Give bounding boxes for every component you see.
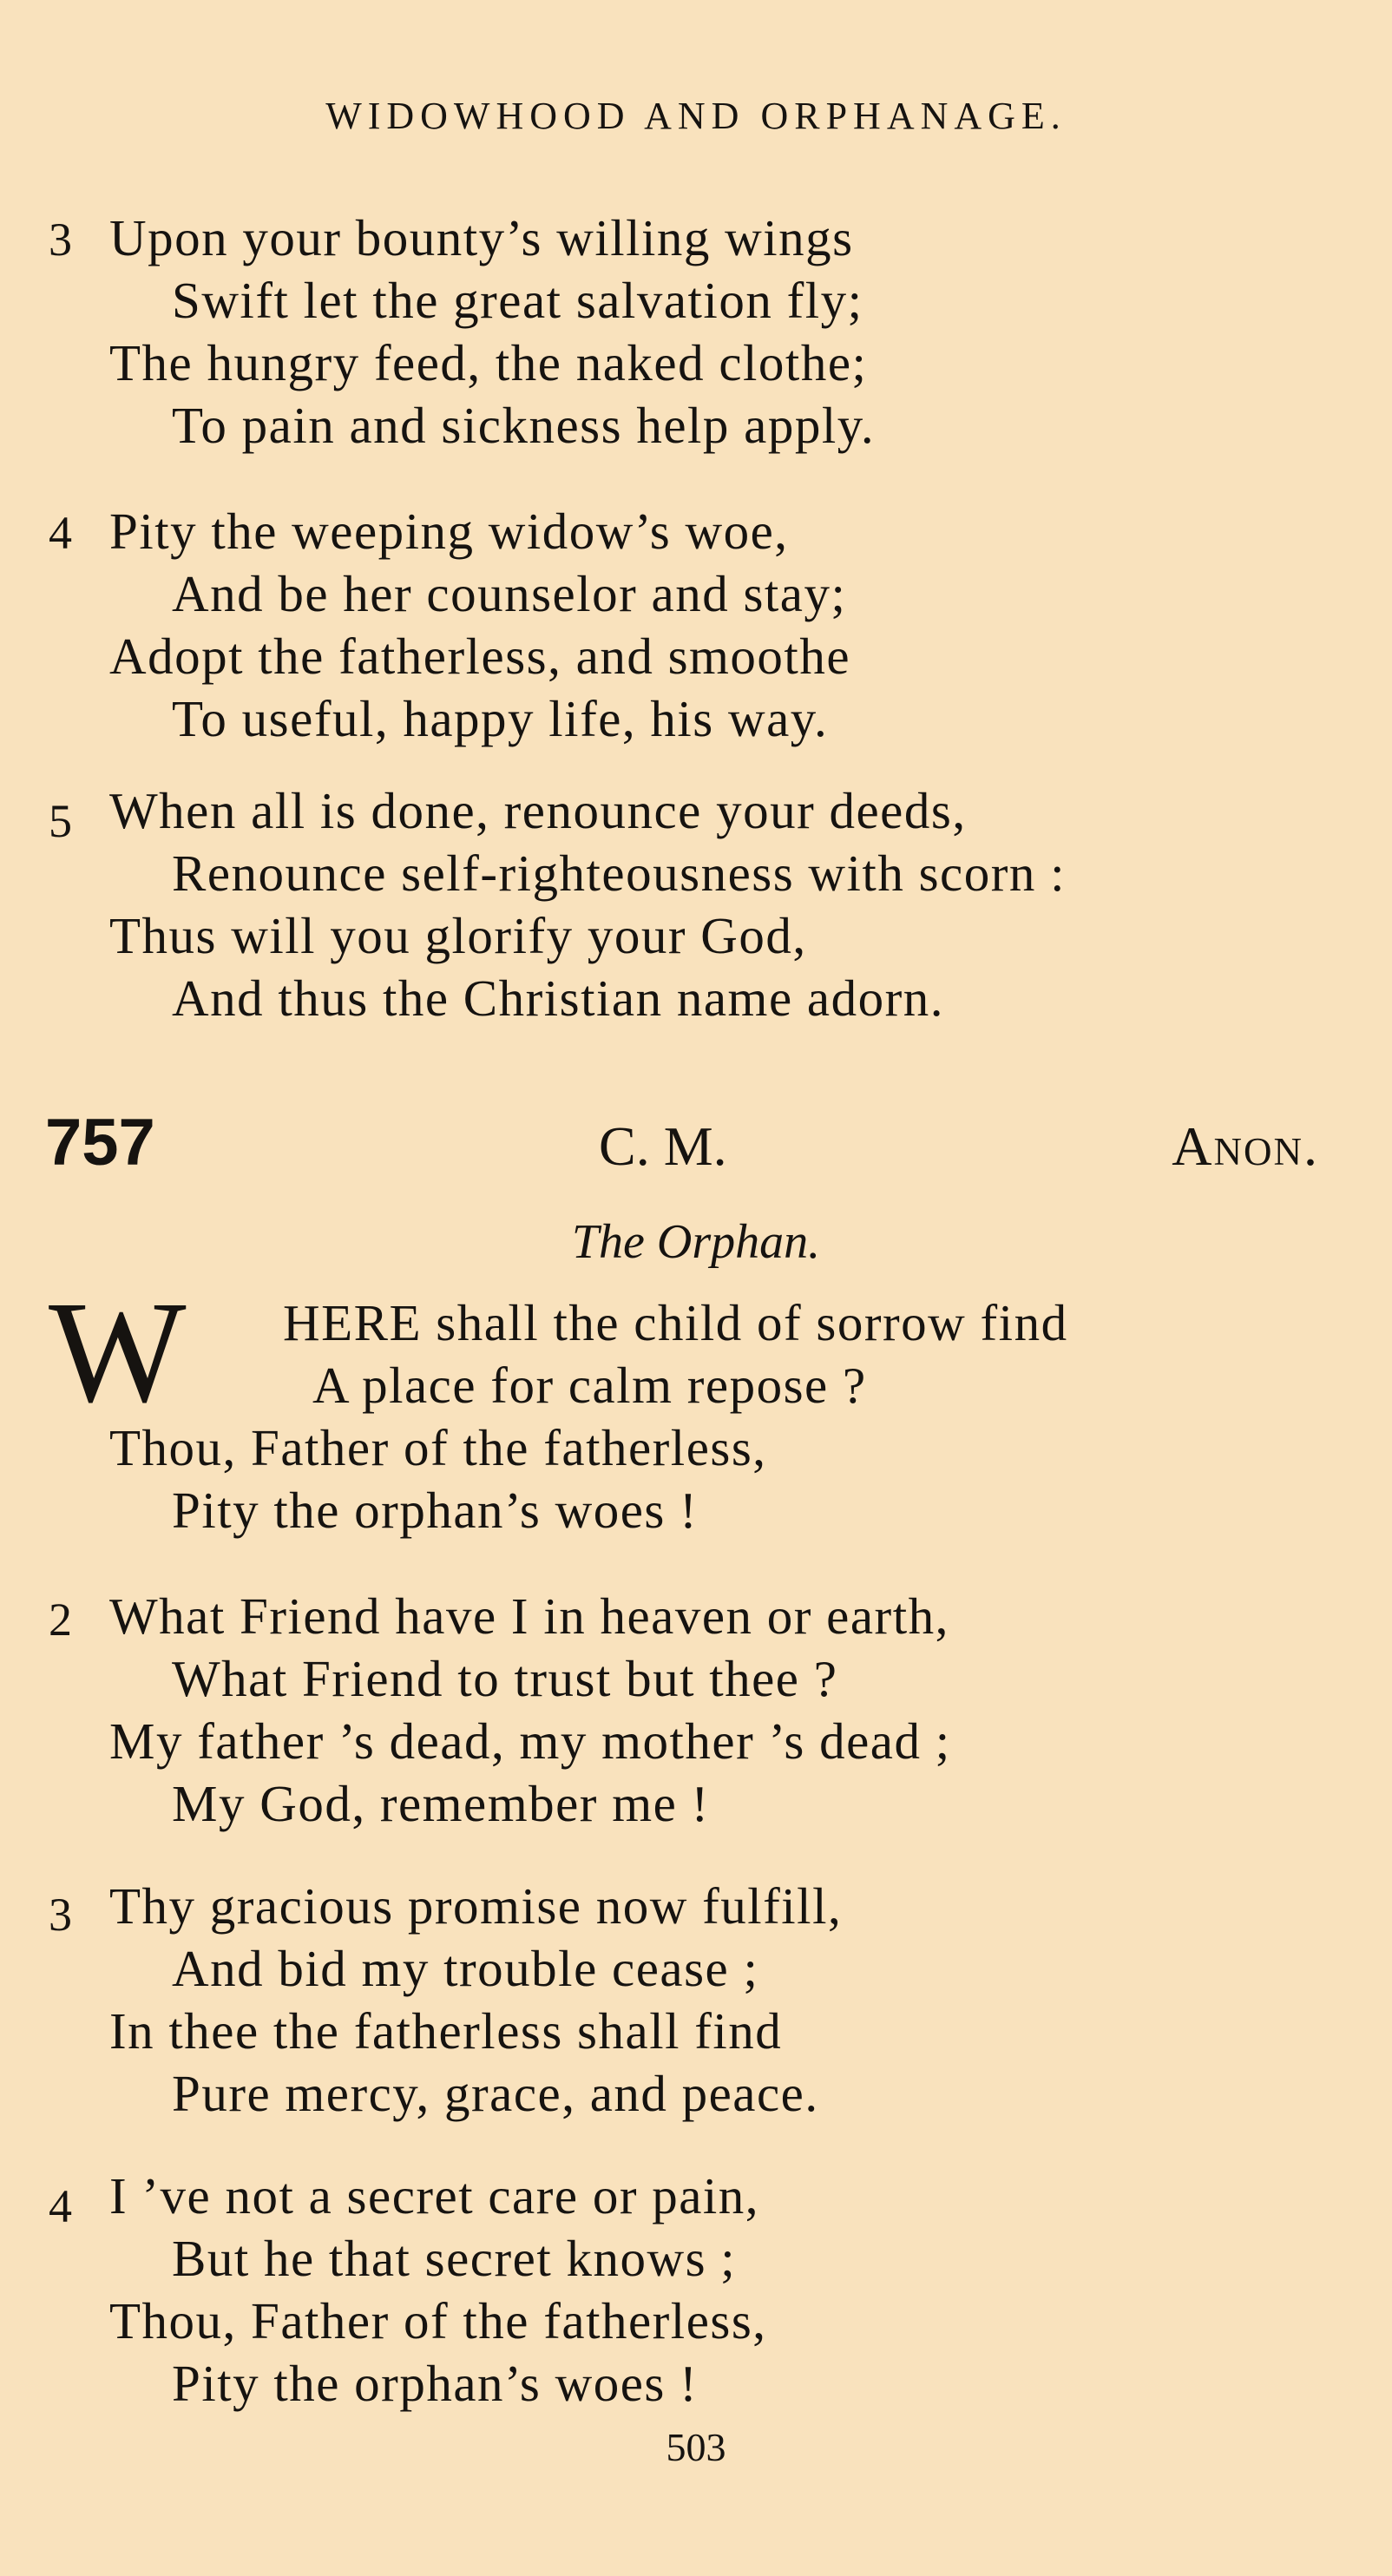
verse-number: 2: [49, 1594, 72, 1646]
running-head: WIDOWHOOD AND ORPHANAGE.: [325, 95, 1067, 137]
verse-line: Thus will you glorify your God,: [109, 907, 807, 964]
drop-cap: W: [49, 1272, 181, 1433]
verse-line: Thou, Father of the fatherless,: [109, 2292, 767, 2349]
verse-line: Renounce self-righteousness with scorn :: [172, 844, 1067, 902]
verse-line: I ’ve not a secret care or pain,: [109, 2167, 760, 2224]
page-number: 503: [666, 2425, 726, 2469]
verse-number: 3: [49, 1889, 72, 1941]
verse-line: Pity the orphan’s woes !: [172, 2355, 699, 2412]
verse-line: Adopt the fatherless, and smoothe: [109, 628, 851, 685]
verse-line: To useful, happy life, his way.: [172, 690, 829, 747]
verse-number: 4: [49, 2180, 72, 2232]
hymn-author: Anon.: [1172, 1115, 1319, 1177]
verse-number: 3: [49, 214, 72, 266]
verse-line: Pity the orphan’s woes !: [172, 1482, 699, 1539]
verse-line: When all is done, renounce your deeds,: [109, 782, 967, 839]
hymn-number: 757: [45, 1106, 155, 1180]
verse-line: What Friend have I in heaven or earth,: [109, 1587, 949, 1645]
verse-line: And thus the Christian name adorn.: [172, 969, 944, 1027]
verse-line: Pity the weeping widow’s woe,: [109, 503, 789, 560]
verse-number: 5: [49, 795, 72, 847]
verse-line: HERE shall the child of sorrow find: [283, 1294, 1068, 1351]
verse-line: My God, remember me !: [172, 1775, 710, 1832]
verse-number: 4: [49, 507, 72, 559]
verse-line: A place for calm repose ?: [312, 1357, 867, 1414]
verse-line: Pure mercy, grace, and peace.: [172, 2065, 819, 2122]
verse-line: And be her counselor and stay;: [172, 565, 847, 622]
verse-line: Thy gracious promise now fulfill,: [109, 1877, 843, 1935]
hymn-meter: C. M.: [599, 1115, 727, 1177]
verse-line: The hungry feed, the naked clothe;: [109, 334, 868, 391]
verse-line: But he that secret knows ;: [172, 2230, 737, 2287]
verse-line: Swift let the great salvation fly;: [172, 272, 863, 329]
verse-line: And bid my trouble cease ;: [172, 1940, 759, 1997]
verse-line: Upon your bounty’s willing wings: [109, 209, 854, 266]
verse-line: In thee the fatherless shall find: [109, 2002, 783, 2060]
verse-line: Thou, Father of the fatherless,: [109, 1419, 767, 1476]
hymn-title: The Orphan.: [571, 1215, 821, 1269]
verse-line: What Friend to trust but thee ?: [172, 1650, 838, 1707]
verse-line: My father ’s dead, my mother ’s dead ;: [109, 1712, 951, 1770]
verse-line: To pain and sickness help apply.: [172, 397, 876, 454]
